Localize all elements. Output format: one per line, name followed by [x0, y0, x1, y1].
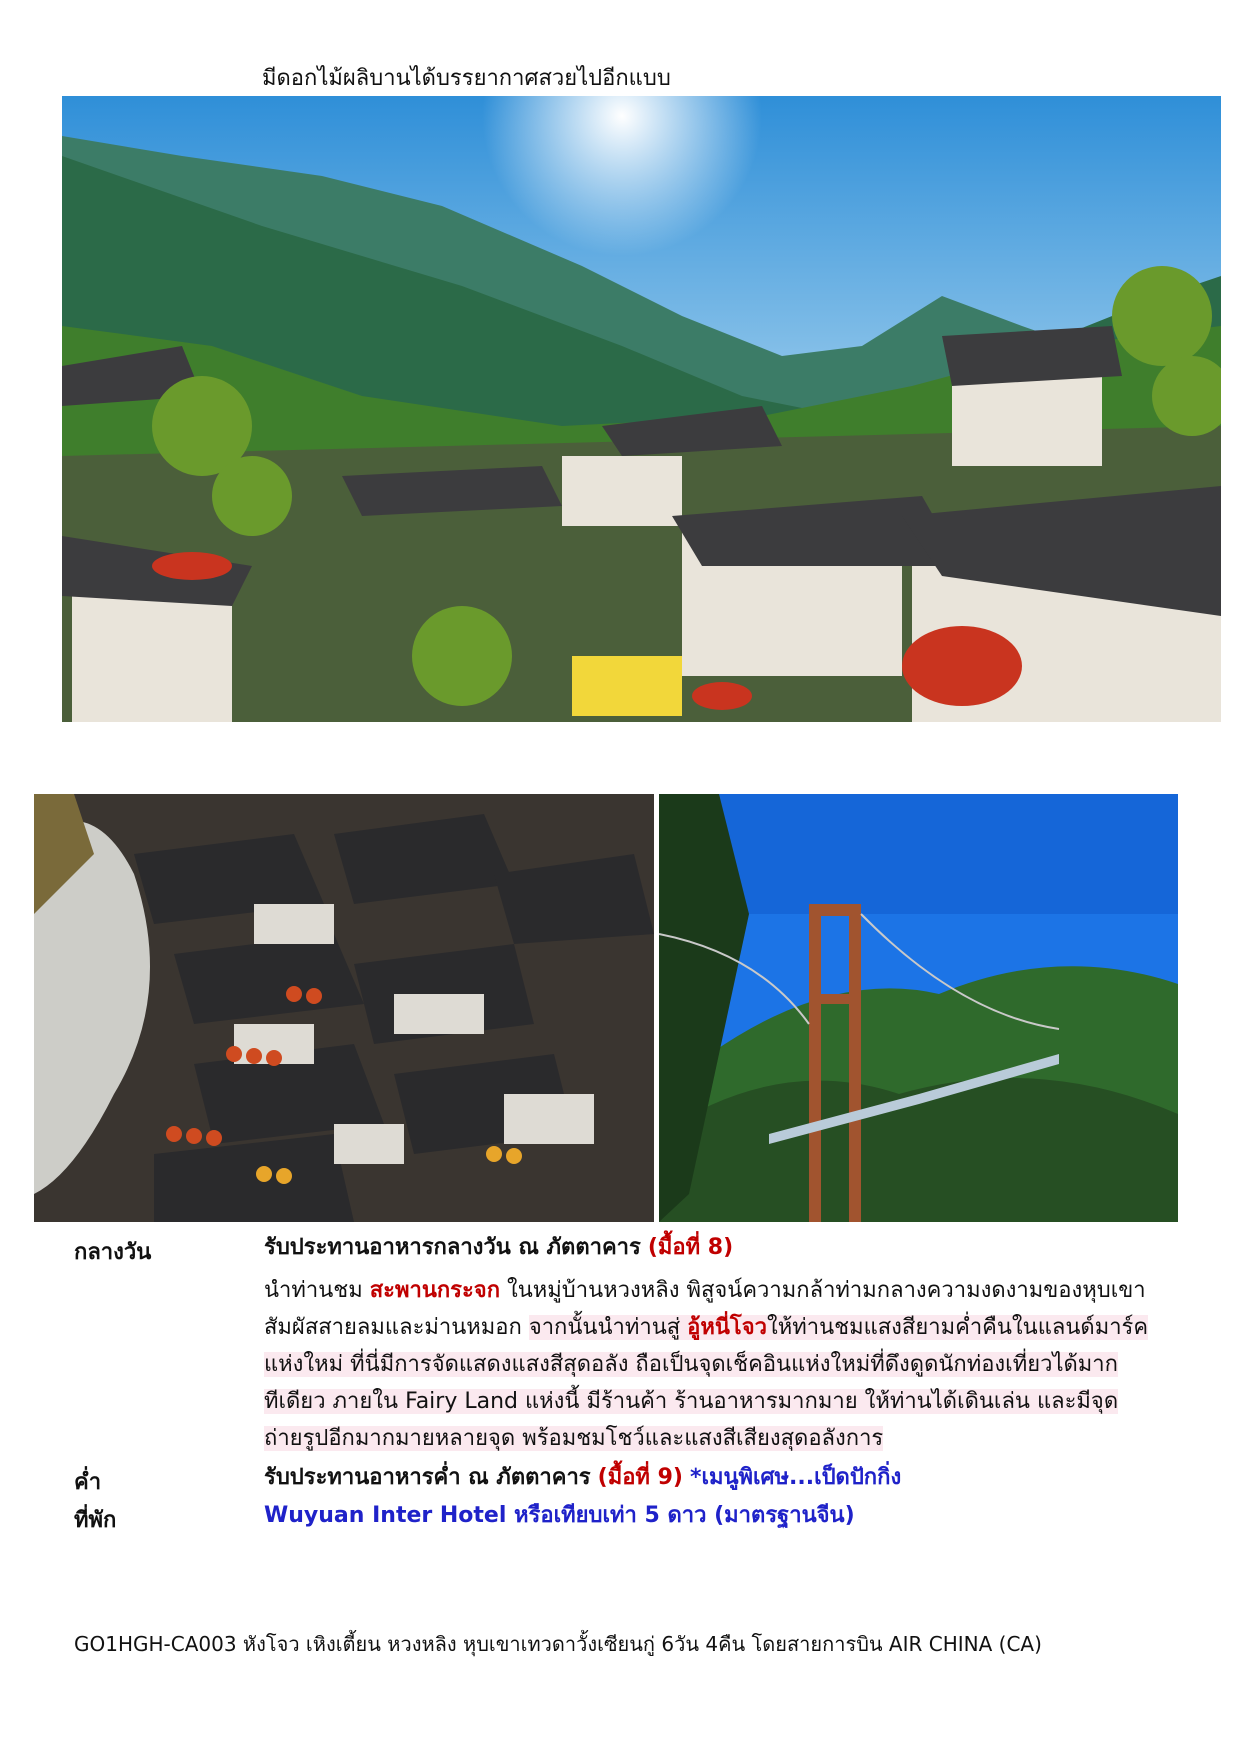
- dinner-label: ค่ำ: [74, 1470, 102, 1495]
- description: [264, 1272, 1204, 1457]
- description-line-1: [264, 1272, 1204, 1309]
- description-text: นำท่านชม: [264, 1278, 370, 1303]
- description-text: ให้ท่านชมแสงสียามค่ำคืนในแลนด์มาร์ค: [767, 1315, 1149, 1340]
- mountain-village-photo: [62, 96, 1221, 722]
- lunch-meal-no: (มื้อที่ 8): [647, 1235, 734, 1260]
- lunch-label: กลางวัน: [74, 1240, 152, 1265]
- hotel-name: Wuyuan Inter Hotel หรือเทียบเท่า 5 ดาว (มาตรฐานจีน): [264, 1503, 855, 1528]
- hotel-line: [264, 1498, 1204, 1534]
- lunch-line: [264, 1230, 1204, 1266]
- description-line-5: ถ่ายรูปอีกมากมายหลายจุด พร้อมชมโชว์และแสงสีเสียงสุดอลังการ: [264, 1426, 884, 1451]
- dinner-meal-no: (มื้อที่ 9): [597, 1465, 683, 1490]
- glass-bridge-highlight: สะพานกระจก: [369, 1278, 501, 1303]
- footer-tour-code: GO1HGH-CA003 หังโจว เหิงเตี้ยน หวงหลิง หุบเขาเทวดาวั้งเซียนกู่ 6วัน 4คืน โดยสายการบิน AIR CHINA (CA): [74, 1632, 1042, 1656]
- lunch-title: รับประทานอาหารกลางวัน ณ ภัตตาคาร: [264, 1235, 641, 1260]
- description-text: ในหมู่บ้านหวงหลิง พิสูจน์ความกล้าท่ามกลางความงดงามของหุบเขา: [500, 1278, 1146, 1303]
- hotel-label: ที่พัก: [74, 1508, 117, 1533]
- wunv-zhou-highlight: อู้หนี่โจว: [687, 1315, 767, 1340]
- dinner-title: รับประทานอาหารค่ำ ณ ภัตตาคาร: [264, 1465, 591, 1490]
- dinner-line: [264, 1460, 1204, 1496]
- description-line-2: [264, 1309, 1204, 1346]
- aerial-village-photo: [34, 794, 654, 1222]
- description-line-4: ทีเดียว ภายใน Fairy Land แห่งนี้ มีร้านค้า ร้านอาหารมากมาย ให้ท่านได้เดินเล่น และมีจุด: [264, 1389, 1119, 1414]
- description-text: สัมผัสสายลมและม่านหมอก: [264, 1315, 529, 1340]
- description-text: จากนั้นนำท่านสู่: [528, 1315, 688, 1340]
- suspension-bridge-photo: [659, 794, 1178, 1222]
- description-line-3: แห่งใหม่ ที่นี่มีการจัดแสดงแสงสีสุดอลัง ถือเป็นจุดเช็คอินแห่งใหม่ที่ดึงดูดนักท่องเที่ยวได้มาก: [264, 1352, 1118, 1377]
- top-caption: มีดอกไม้ผลิบานได้บรรยากาศสวยไปอีกแบบ: [262, 66, 671, 91]
- dinner-special: *เมนูพิเศษ...เป็ดปักกิ่ง: [689, 1465, 902, 1490]
